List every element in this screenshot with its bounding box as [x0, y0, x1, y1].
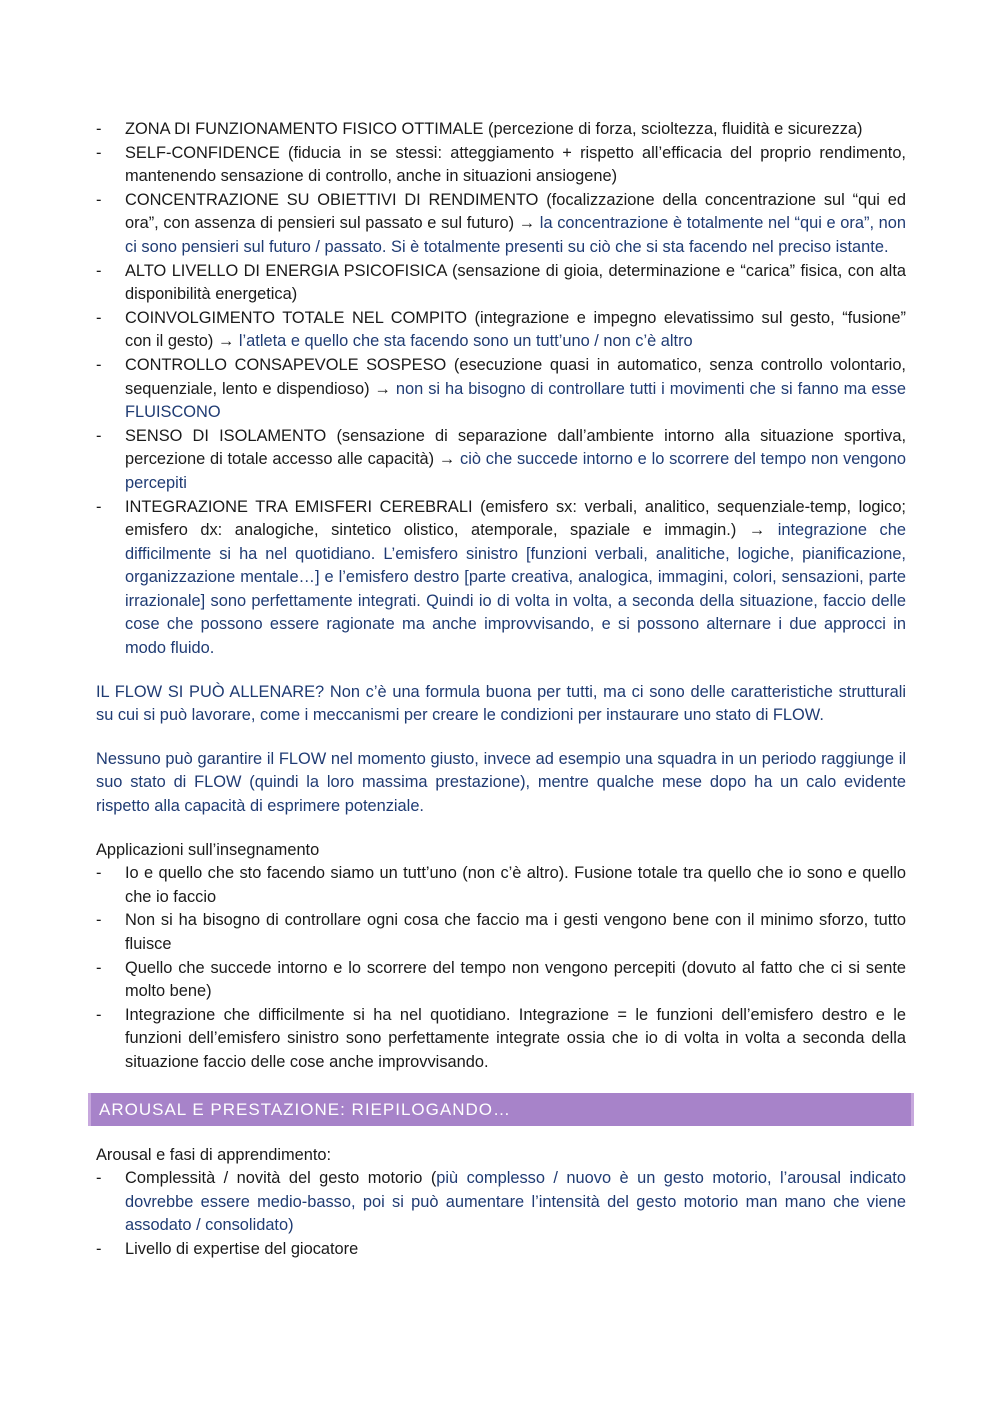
page-content	[96, 118, 906, 1262]
spacer	[96, 819, 906, 839]
list-item	[96, 909, 906, 956]
item-note: più complesso / nuovo è un gesto motorio, l’arousal indicato dovrebbe essere medio-basso, poi si può aumentare l’intensità del gesto motorio man mano che viene assodato / consolidato)	[125, 1169, 906, 1235]
list-item	[96, 1238, 906, 1262]
applications-title: Applicazioni sull’insegnamento	[96, 840, 320, 859]
list-item	[96, 354, 906, 425]
item-note: non si ha bisogno di controllare tutti i movimenti che si fanno ma esse FLUISCONO	[125, 379, 906, 422]
flow-characteristics-list	[96, 118, 906, 661]
arrow-right-icon: →	[438, 450, 456, 469]
arousal-list	[96, 1167, 906, 1261]
list-item	[96, 862, 906, 909]
list-item	[96, 142, 906, 189]
list-item	[96, 425, 906, 496]
arrow-right-icon: →	[374, 379, 391, 398]
item-note: l’atleta e quello che sta facendo sono un tutt’uno / non c’è altro	[238, 332, 693, 351]
list-item	[96, 957, 906, 1004]
spacer	[96, 1126, 906, 1144]
item-text: CONTROLLO CONSAPEVOLE SOSPESO (esecuzione quasi in automatico, senza controllo volontario, sequenziale, lento e dispendioso)	[125, 355, 906, 398]
list-item	[96, 1004, 906, 1075]
item-note: ciò che succede intorno e lo scorrere del tempo non vengono percepiti	[125, 450, 906, 492]
item-text: CONCENTRAZIONE SU OBIETTIVI DI RENDIMENTO (focalizzazione della concentrazione sul “qui ed ora”, con assenza di pensieri sul passato e sul futuro)	[125, 190, 906, 233]
arrow-right-icon: →	[518, 214, 536, 233]
list-item	[96, 118, 906, 142]
list-item	[96, 307, 906, 354]
item-note: la concentrazione è totalmente nel “qui e ora”, non ci sono pensieri sul futuro / passato. Si è totalmente presenti su ciò che si sta facendo nel preciso istante.	[125, 214, 907, 256]
item-text: ALTO LIVELLO DI ENERGIA PSICOFISICA (sensazione di gioia, determinazione e “carica” fisica, con alta disponibilità energetica)	[125, 261, 906, 304]
paragraph-flow-train: IL FLOW SI PUÒ ALLENARE? Non c’è una formula buona per tutti, ma ci sono delle caratteristiche strutturali su cui si può lavorare, come i meccanismi per creare le condizioni per instaurare uno stato di FLOW.	[96, 682, 906, 725]
item-text: Integrazione che difficilmente si ha nel quotidiano. Integrazione = le funzioni dell’emisfero destro e le funzioni dell’emisfero sinistro sono perfettamente integrate ossia che io di volta in volta a seconda della situazione faccio delle cose anche improvvisando.	[125, 1005, 906, 1071]
list-item	[96, 1167, 906, 1238]
list-item	[96, 260, 906, 307]
item-text: SENSO DI ISOLAMENTO (sensazione di separazione dall’ambiente intorno alla situazione sportiva, percezione di totale accesso alle capacità)	[125, 426, 906, 469]
list-item	[96, 496, 906, 661]
arrow-right-icon: →	[217, 332, 235, 351]
spacer	[96, 1075, 906, 1093]
item-text: ZONA DI FUNZIONAMENTO FISICO OTTIMALE (percezione di forza, scioltezza, fluidità e sicurezza)	[125, 120, 863, 138]
spacer	[96, 728, 906, 748]
spacer	[96, 661, 906, 681]
applications-list	[96, 862, 906, 1074]
item-text: Livello di expertise del giocatore	[125, 1239, 359, 1258]
arousal-title: Arousal e fasi di apprendimento:	[96, 1145, 332, 1164]
item-text: Non si ha bisogno di controllare ogni cosa che faccio ma i gesti vengono bene con il minimo sforzo, tutto fluisce	[125, 911, 906, 953]
item-text: Quello che succede intorno e lo scorrere del tempo non vengono percepiti (dovuto al fatto che ci si sente molto bene)	[125, 958, 906, 1001]
item-text: SELF-CONFIDENCE (fiducia in se stessi: atteggiamento + rispetto all’efficacia del proprio rendimento, mantenendo sensazione di controllo, anche in situazioni ansiogene)	[125, 143, 906, 186]
list-item	[96, 189, 906, 260]
arrow-right-icon: →	[748, 521, 766, 540]
paragraph-flow-guarantee: Nessuno può garantire il FLOW nel momento giusto, invece ad esempio una squadra in un periodo raggiunge il suo stato di FLOW (quindi la loro massima prestazione), mentre qualche mese dopo ha un calo evidente rispetto alla capacità di esprimere potenziale.	[96, 749, 906, 816]
section-heading: AROUSAL E PRESTAZIONE: RIEPILOGANDO…	[88, 1093, 914, 1126]
item-text: INTEGRAZIONE TRA EMISFERI CEREBRALI (emisfero sx: verbali, analitico, sequenziale-temp, logico; emisfero dx: analogiche, sintetico olistico, atemporale, spaziale e immagin.)	[125, 497, 906, 540]
item-text: Complessità / novità del gesto motorio (	[125, 1169, 437, 1188]
item-text: Io e quello che sto facendo siamo un tutt’uno (non c’è altro). Fusione totale tra quello che io sono e quello che io faccio	[125, 864, 906, 906]
item-text: COINVOLGIMENTO TOTALE NEL COMPITO (integrazione e impegno elevatissimo sul gesto, “fusione” con il gesto)	[125, 308, 906, 351]
item-note: integrazione che difficilmente si ha nel quotidiano. L’emisfero sinistro [funzioni verbali, analitiche, logiche, pianificazione, organizzazione mentale…] e l’emisfero destro [parte creativa, analogica, immagini, colori, sensazioni, parte irrazionale] sono perfettamente integrati. Quindi io di volta in volta, a seconda della situazione, faccio delle cose che possono essere ragionate ma anche improvvisando, e si possono alternare i due approcci in modo fluido.	[125, 521, 906, 658]
